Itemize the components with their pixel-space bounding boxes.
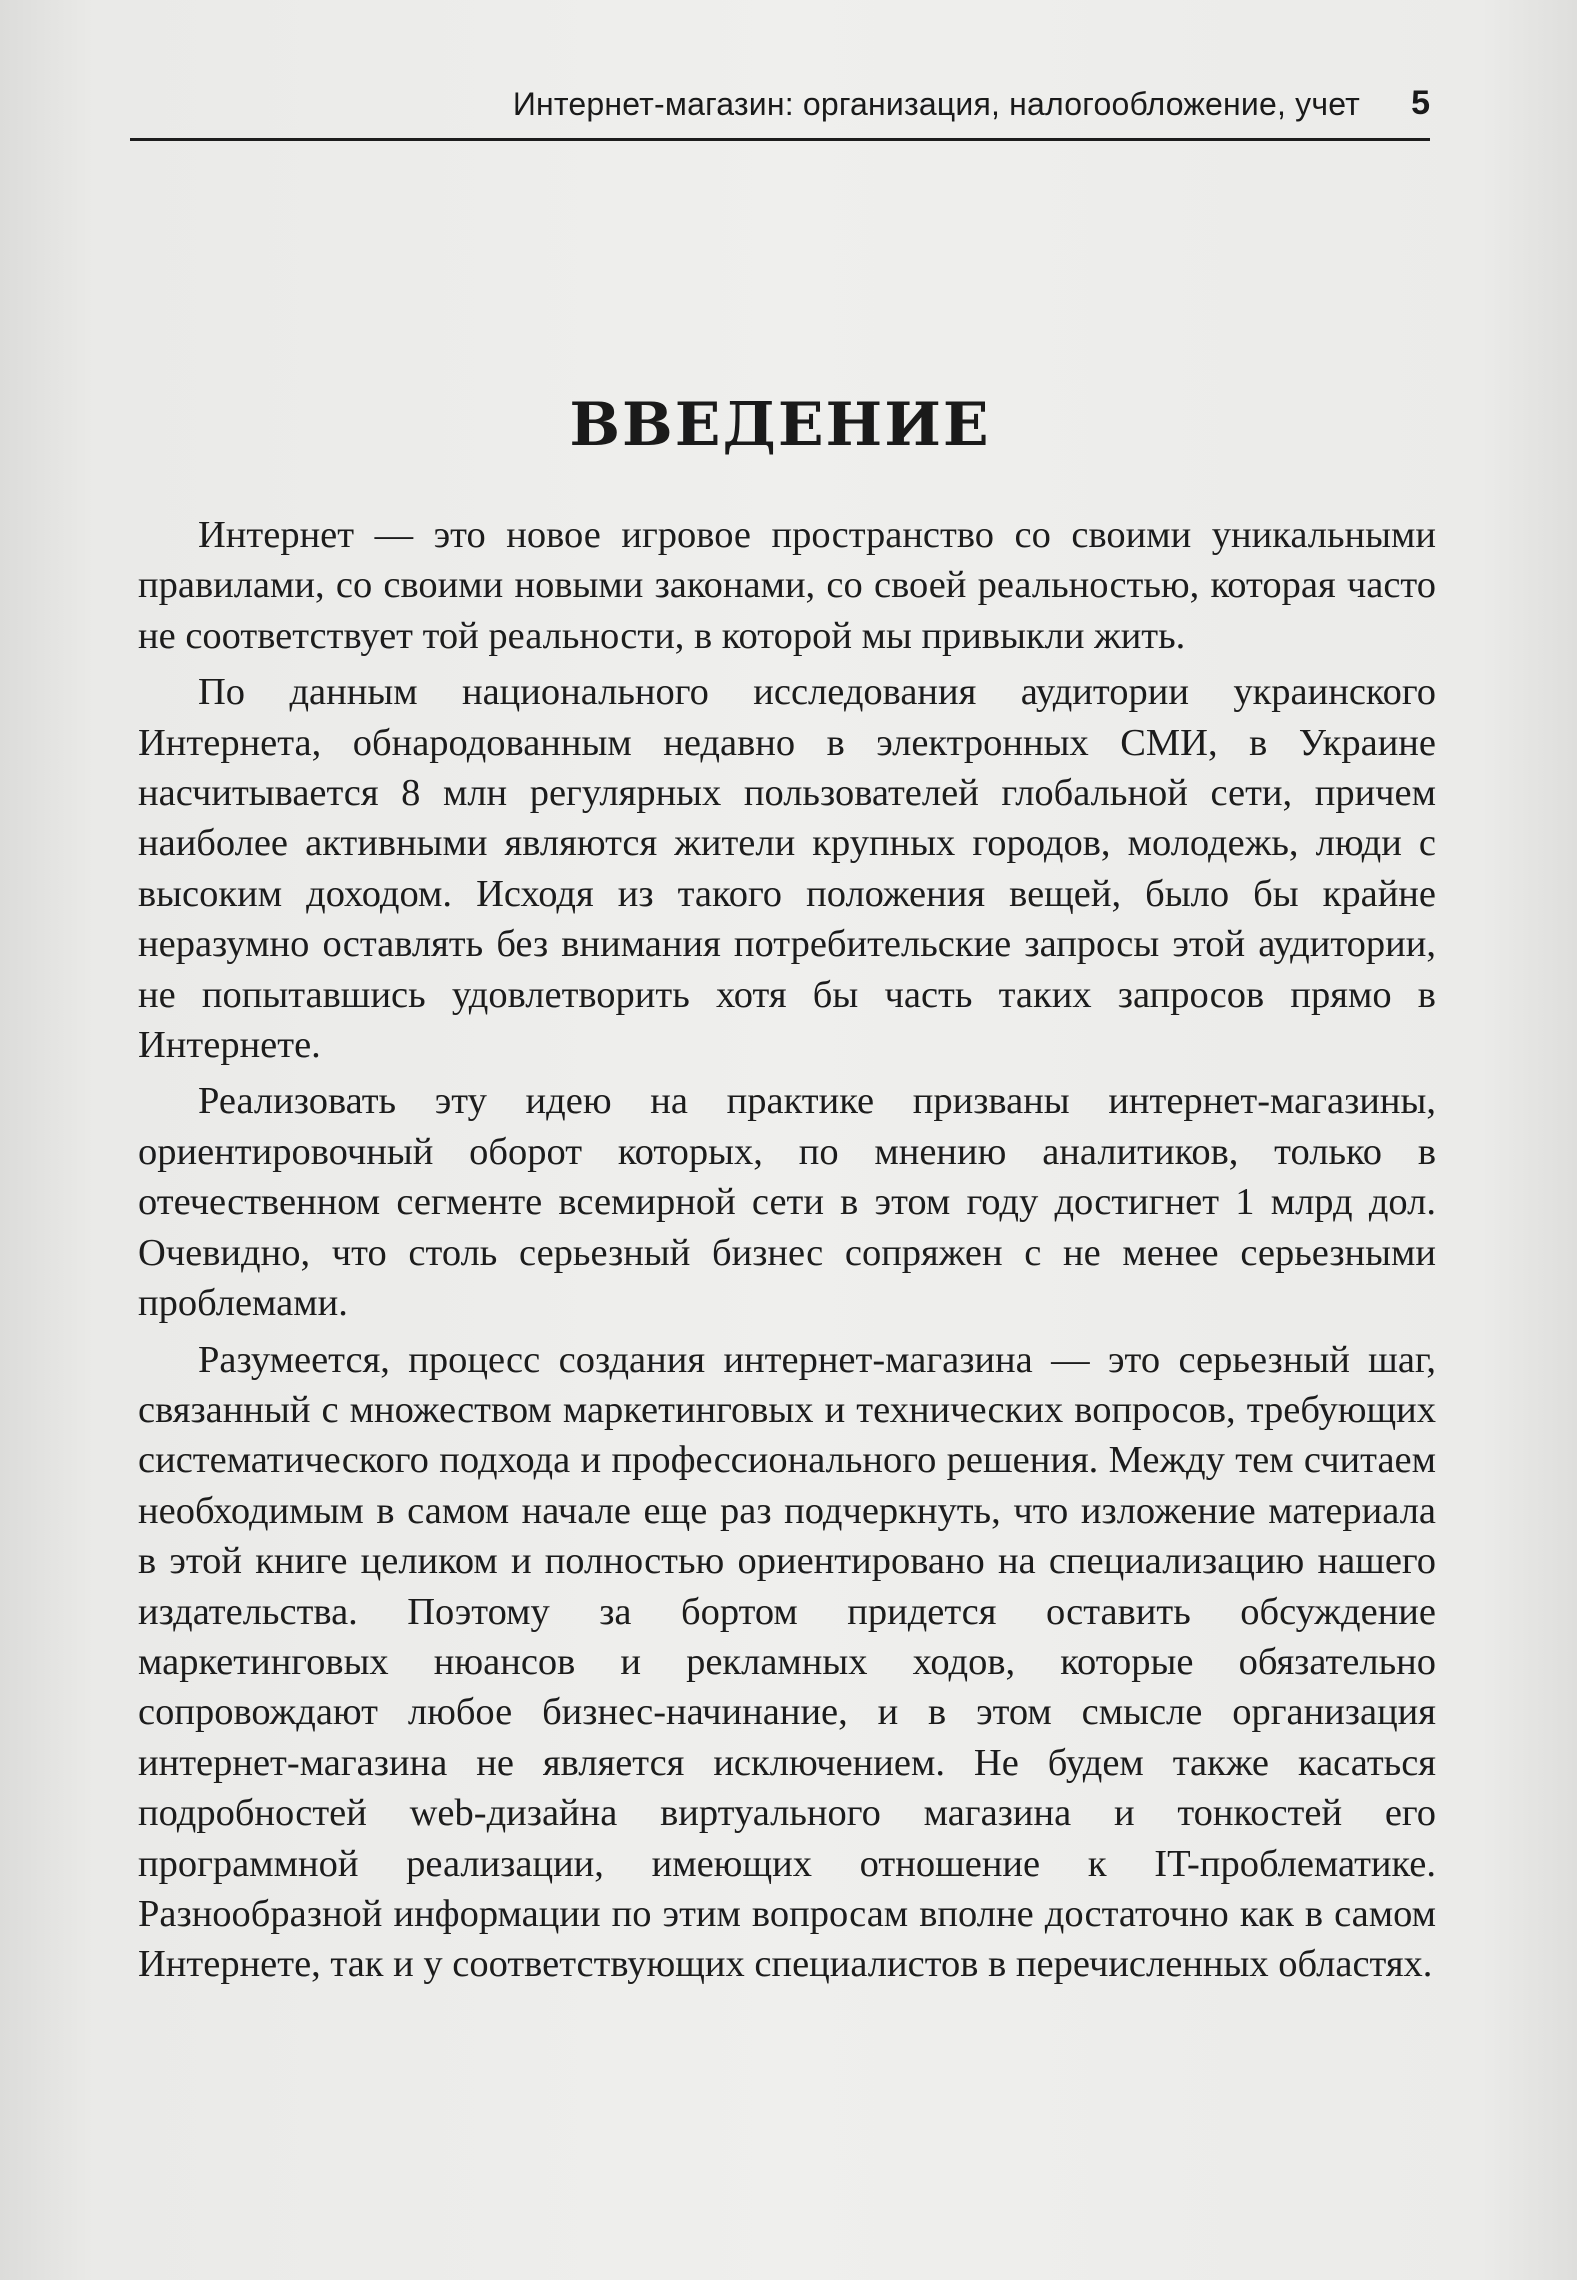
paragraph-4: Разумеется, процесс создания интернет-магазина — это серьезный шаг, связанный с множеством маркетинговых и технических вопросов, требующих систематического подхода и профессионального решения. Между тем считаем необходимым в самом начале еще раз подчеркнуть, что изложение материала в этой книге целиком и полностью ориентировано на специализацию нашего издательства. Поэтому за бортом придется оставить обсуждение маркетинговых нюансов и рекламных ходов, которые обязательно сопровождают любое бизнес-начинание, и в этом смысле организация интернет-магазина не является исключением. Не будем также касаться подробностей web-дизайна виртуального магазина и тонкостей его программной реализации, имеющих отношение к IT-проблематике. Разнообразной информации по этим вопросам вполне достаточно как в самом Интернете, так и у соответствующих специалистов в перечисленных областях.: [138, 1338, 1436, 1986]
body-text: [138, 510, 1436, 1990]
running-head-title: Интернет-магазин: организация, налогообложение, учет: [512, 86, 1360, 122]
running-head: [130, 82, 1430, 141]
chapter-title: ВВЕДЕНИЕ: [569, 390, 991, 460]
paragraph-2: По данным национального исследования аудитории украинского Интернета, обнародованным недавно в электронных СМИ, в Украине насчитывается 8 млн регулярных пользователей глобальной сети, причем наиболее активными являются жители крупных городов, молодежь, люди с высоким доходом. Исходя из такого положения вещей, было бы крайне неразумно оставлять без внимания потребительские запросы этой аудитории, не попытавшись удовлетворить хотя бы часть таких запросов прямо в Интернете.: [138, 671, 1436, 1067]
page-number: 5: [1411, 84, 1430, 122]
paragraph-3: Реализовать эту идею на практике призваны интернет-магазины, ориентировочный оборот которых, по мнению аналитиков, только в отечественном сегменте всемирной сети в этом году достигнет 1 млрд дол. Очевидно, что столь серьезный бизнес сопряжен с не менее серьезными проблемами.: [138, 1080, 1436, 1325]
paragraph-1: Интернет — это новое игровое пространство со своими уникальными правилами, со своими новыми законами, со своей реальностью, которая часто не соответствует той реальности, в которой мы привыкли жить.: [138, 514, 1436, 657]
